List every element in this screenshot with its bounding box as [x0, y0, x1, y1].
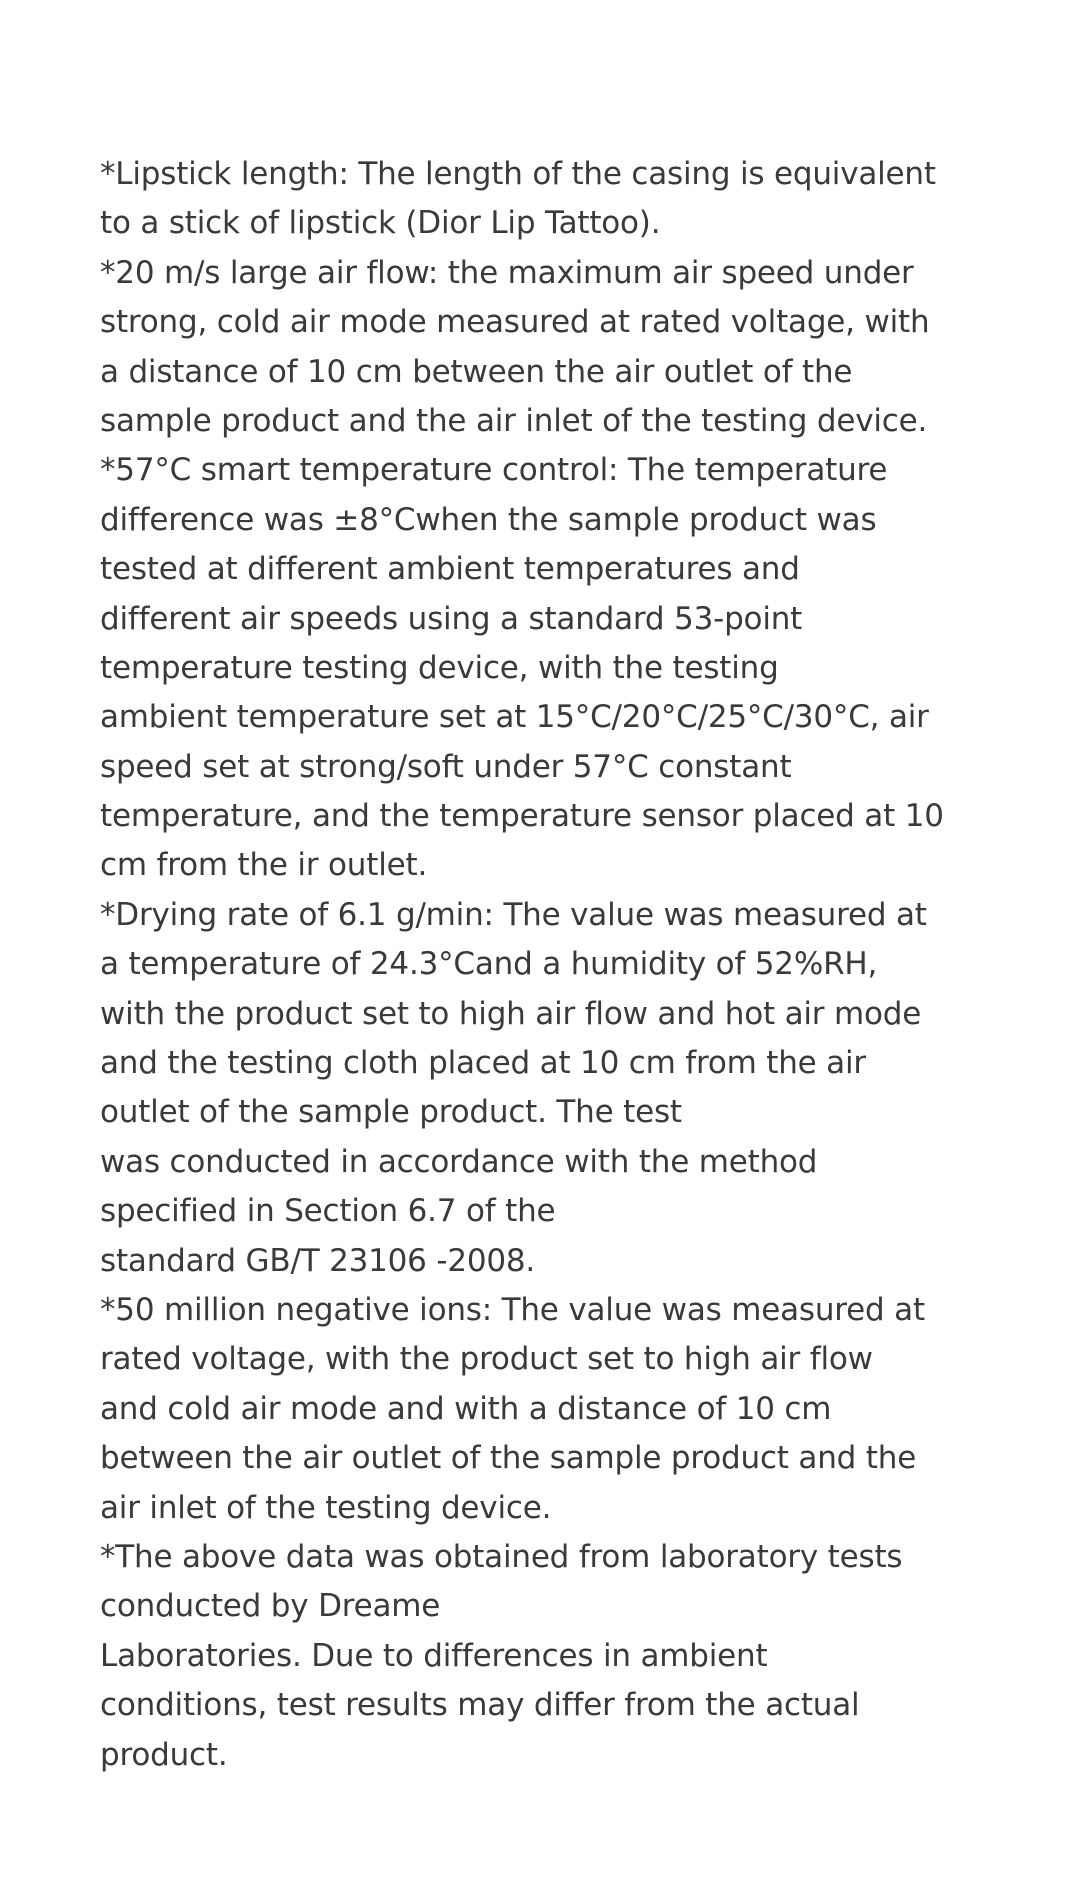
disclaimer-line: *20 m/s large air flow: the maximum air speed under	[100, 254, 914, 291]
disclaimer-line: sample product and the air inlet of the testing device.	[100, 402, 928, 439]
disclaimer-line: difference was ±8°Cwhen the sample product was	[100, 501, 877, 538]
disclaimer-line: and the testing cloth placed at 10 cm from the air	[100, 1045, 866, 1082]
disclaimer-line: temperature, and the temperature sensor placed at 10	[100, 798, 944, 835]
disclaimer-line: air inlet of the testing device.	[100, 1489, 552, 1526]
disclaimer-line: *50 million negative ions: The value was measured at	[100, 1291, 925, 1328]
disclaimer-line: standard GB/T 23106 -2008.	[100, 1242, 536, 1279]
disclaimer-line: to a stick of lipstick (Dior Lip Tattoo).	[100, 205, 661, 242]
disclaimer-line: specified in Section 6.7 of the	[100, 1193, 556, 1230]
disclaimer-line: a distance of 10 cm between the air outlet of the	[100, 353, 853, 390]
disclaimer-line: different air speeds using a standard 53-point	[100, 600, 803, 637]
disclaimer-line: temperature testing device, with the testing	[100, 649, 779, 686]
disclaimer-line: *Lipstick length: The length of the casing is equivalent	[100, 156, 936, 192]
disclaimer-line: *The above data was obtained from laboratory tests	[100, 1538, 903, 1575]
disclaimer-line: *Drying rate of 6.1 g/min: The value was measured at	[100, 896, 927, 933]
disclaimer-line: tested at different ambient temperatures and	[100, 551, 800, 588]
disclaimer-notes	[100, 150, 1000, 1780]
disclaimer-line: with the product set to high air flow and hot air mode	[100, 995, 922, 1032]
disclaimer-line: between the air outlet of the sample product and the	[100, 1440, 917, 1477]
disclaimer-line: a temperature of 24.3°Cand a humidity of 52%RH,	[100, 946, 878, 983]
disclaimer-line: conducted by Dreame	[100, 1588, 441, 1625]
disclaimer-line: conditions, test results may differ from the actual	[100, 1687, 860, 1724]
disclaimer-line: *57°C smart temperature control: The temperature	[100, 452, 888, 489]
disclaimer-line: speed set at strong/soft under 57°C constant	[100, 748, 792, 785]
disclaimer-line: ambient temperature set at 15°C/20°C/25°C/30°C, air	[100, 699, 929, 736]
disclaimer-line: Laboratories. Due to differences in ambient	[100, 1637, 768, 1674]
disclaimer-line: strong, cold air mode measured at rated voltage, with	[100, 304, 930, 341]
disclaimer-line: product.	[100, 1736, 228, 1773]
disclaimer-line: was conducted in accordance with the method	[100, 1143, 818, 1180]
disclaimer-line: cm from the ir outlet.	[100, 847, 428, 884]
disclaimer-line: rated voltage, with the product set to high air flow	[100, 1341, 873, 1378]
disclaimer-line: outlet of the sample product. The test	[100, 1094, 682, 1131]
disclaimer-line: and cold air mode and with a distance of 10 cm	[100, 1390, 832, 1427]
